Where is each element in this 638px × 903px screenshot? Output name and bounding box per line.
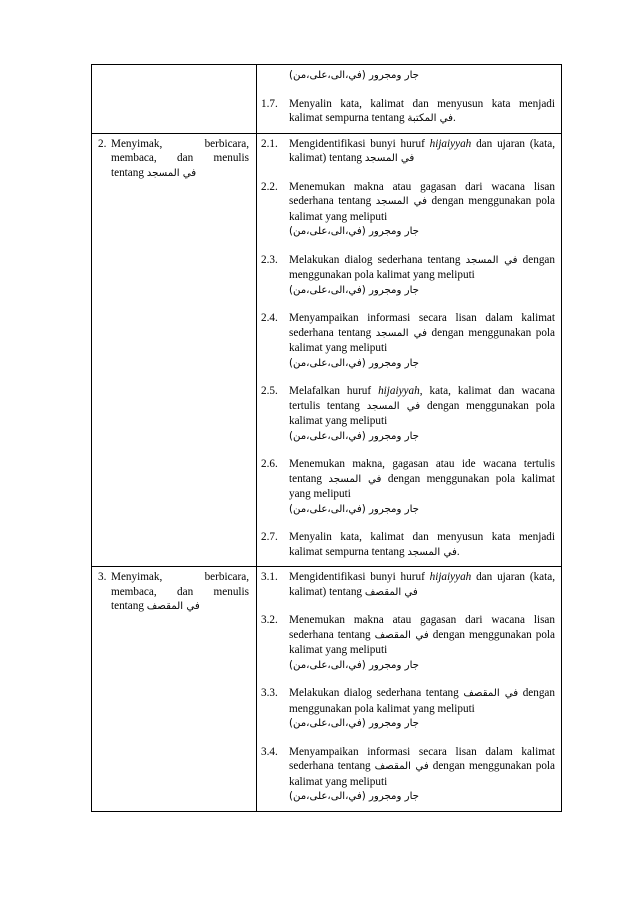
indicator-number: 1.7.: [261, 97, 278, 110]
indicator-item: [261, 570, 555, 600]
arabic-topic: في المسجد: [375, 327, 427, 339]
arabic-pattern: جار ومجرور (في،الى،على،من): [289, 226, 419, 237]
competency-number: 3.: [98, 571, 107, 583]
indicator-item: [261, 311, 555, 371]
arabic-pattern-line: [289, 429, 555, 445]
italic-term: hijaiyyah: [429, 137, 472, 150]
indicator-number: 2.4.: [261, 312, 278, 324]
indicator-text: [289, 68, 555, 84]
arabic-pattern: جار ومجرور (في،الى،على،من): [289, 357, 419, 369]
arabic-pattern: جار ومجرور (في،الى،على،من): [289, 503, 419, 515]
arabic-topic: في المسجد: [407, 546, 457, 558]
arabic-pattern: جار ومجرور (في،الى،على،من): [289, 791, 419, 802]
basic-competency-cell: [92, 567, 257, 812]
arabic-topic: في المقصف: [374, 761, 429, 772]
indicator-item: [261, 384, 555, 444]
table-row: [92, 133, 562, 567]
basic-competency-cell: [92, 133, 257, 567]
indicator-text: Mengidentifikasi bunyi huruf hijaiyyah dan ujaran (kata, kalimat) tentang في المقصف: [289, 571, 555, 598]
indicator-text: Menyampaikan informasi secara lisan dalam kalimat sederhana tentang في المقصف dengan menggunakan pola kalimat yang meliputi جار ومجرور (في،الى،على،من): [289, 745, 555, 805]
indicator-cell: [257, 65, 562, 134]
indicator-text: Mengidentifikasi bunyi huruf hijaiyyah dan ujaran (kata, kalimat) tentang في المسجد: [289, 137, 555, 164]
indicator-item: [261, 686, 555, 732]
basic-competency-cell: [92, 65, 257, 134]
arabic-pattern: جار ومجرور (في،الى،على،من): [289, 718, 419, 729]
indicator-text: Menemukan makna, gagasan atau ide wacana tertulis tentang في المسجد dengan menggunakan pola kalimat yang meliputi جار ومجرور (في،الى،على،من): [289, 457, 555, 517]
indicator-number: 2.1.: [261, 137, 278, 150]
indicator-number: 3.3.: [261, 687, 278, 699]
indicator-item: [261, 253, 555, 299]
italic-term: hijaiyyah: [378, 385, 420, 397]
arabic-pattern-line: [289, 283, 555, 299]
indicator-text: Menyalin kata, kalimat dan menyusun kata menjadi kalimat sempurna tentang في المكتبة.: [289, 97, 555, 124]
indicator-cell: [257, 133, 562, 567]
arabic-pattern-line: [289, 658, 555, 674]
indicator-text: Menyampaikan informasi secara lisan dalam kalimat sederhana tentang في المسجد dengan menggunakan pola kalimat yang meliputi جار ومجرور (في،الى،على،من): [289, 311, 555, 371]
table-row: [92, 65, 562, 134]
indicator-text: Melakukan dialog sederhana tentang في المسجد dengan menggunakan pola kalimat yang meliputi جار ومجرور (في،الى،على،من): [289, 253, 555, 299]
competency-text: Menyimak, berbicara, membaca, dan menulis tentang في المقصف: [111, 571, 249, 612]
indicator-text: Menemukan makna atau gagasan dari wacana lisan sederhana tentang في المقصف dengan menggunakan pola kalimat yang meliputi جار ومجرور (في،الى،على،من): [289, 613, 555, 673]
indicator-item: [261, 180, 555, 240]
indicator-number: 3.4.: [261, 745, 278, 758]
indicator-number: 3.1.: [261, 571, 278, 583]
indicator-text: Menemukan makna atau gagasan dari wacana lisan sederhana tentang في المسجد dengan menggunakan pola kalimat yang meliputi جار ومجرور (في،الى،على،من): [289, 180, 555, 240]
indicator-text: Menyalin kata, kalimat dan menyusun kata menjadi kalimat sempurna tentang في المسجد.: [289, 531, 555, 558]
arabic-pattern-line: [289, 789, 555, 805]
indicator-item: [261, 97, 555, 127]
indicator-item: [261, 137, 555, 167]
arabic-topic: في المسجد: [328, 473, 382, 485]
indicator-number: 2.6.: [261, 458, 278, 470]
table-body: [92, 65, 562, 812]
arabic-topic: في المسجد: [375, 196, 427, 207]
indicator-number: 2.2.: [261, 180, 278, 193]
arabic-topic: في المسجد: [465, 254, 518, 266]
indicator-item: [261, 613, 555, 673]
indicator-text: Melafalkan huruf hijaiyyah, kata, kalimat dan wacana tertulis tentang في المسجد dengan menggunakan pola kalimat yang meliputi جار ومجرور (في،الى،على،من): [289, 384, 555, 444]
indicator-item: [261, 68, 555, 84]
arabic-pattern: جار ومجرور (في،الى،على،من): [289, 284, 419, 296]
indicator-number: 2.7.: [261, 531, 278, 543]
indicator-number: 2.3.: [261, 253, 278, 266]
italic-term: hijaiyyah: [429, 571, 472, 583]
indicator-item: [261, 530, 555, 560]
arabic-topic: في المسجد: [146, 167, 197, 179]
arabic-topic: في المكتبة: [407, 113, 454, 124]
arabic-topic: في المقصف: [463, 688, 519, 699]
indicator-cell: [257, 567, 562, 812]
document-page: [91, 64, 561, 812]
arabic-pattern-line: [289, 716, 555, 732]
arabic-topic: في المقصف: [364, 586, 418, 598]
competency-number: 2.: [98, 137, 107, 150]
arabic-pattern-line: [289, 224, 555, 240]
table-row: [92, 567, 562, 812]
indicator-item: [261, 457, 555, 517]
arabic-topic: في المقصف: [146, 601, 200, 612]
arabic-pattern: جار ومجرور (في،الى،على،من): [289, 430, 419, 442]
arabic-topic: في المقصف: [374, 629, 429, 641]
indicator-number: 3.2.: [261, 614, 278, 626]
arabic-pattern-line: [289, 68, 555, 84]
competency-table: [91, 64, 562, 812]
indicator-number: 2.5.: [261, 385, 278, 397]
arabic-pattern: جار ومجرور (في،الى،على،من): [289, 70, 419, 81]
indicator-number: [261, 68, 289, 84]
indicator-item: [261, 745, 555, 805]
arabic-pattern-line: [289, 356, 555, 372]
arabic-pattern: جار ومجرور (في،الى،على،من): [289, 659, 419, 671]
arabic-topic: في المسجد: [366, 400, 421, 412]
competency-text: Menyimak, berbicara, membaca, dan menulis tentang في المسجد: [111, 137, 249, 179]
indicator-text: Melakukan dialog sederhana tentang في المقصف dengan menggunakan pola kalimat yang meliputi جار ومجرور (في،الى،على،من): [289, 686, 555, 732]
arabic-topic: في المسجد: [364, 153, 415, 164]
arabic-pattern-line: [289, 502, 555, 518]
